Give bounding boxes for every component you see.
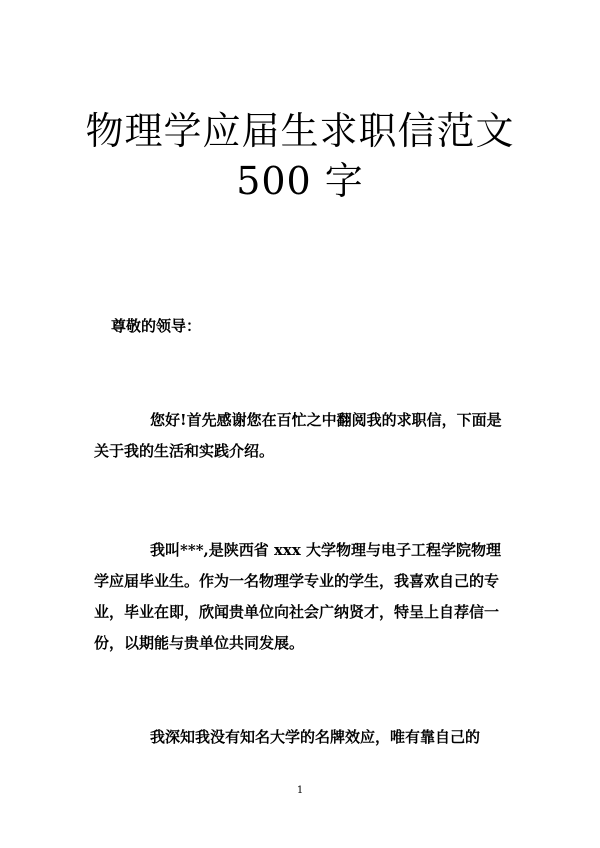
paragraph-greeting: 您好!首先感谢您在百忙之中翻阅我的求职信，下面是关于我的生活和实践介绍。 (94, 411, 502, 460)
page-number: 1 (296, 785, 304, 796)
document-title-subtitle: 500 字 (236, 159, 364, 203)
salutation: 尊敬的领导： (111, 317, 202, 335)
paragraph-introduction: 我叫***,是陕西省 xxx 大学物理与电子工程学院物理学应届毕业生。作为一名物理学专业的学生，我喜欢自己的专业，毕业在即，欣闻贵单位向社会广纳贤才，特呈上自荐信一份，以期能与贵单位共同发展。 (94, 541, 502, 652)
document-title: 物理学应届生求职信范文 (85, 109, 515, 153)
paragraph-continuation: 我深知我没有知名大学的名牌效应，唯有靠自己的 (150, 728, 481, 746)
